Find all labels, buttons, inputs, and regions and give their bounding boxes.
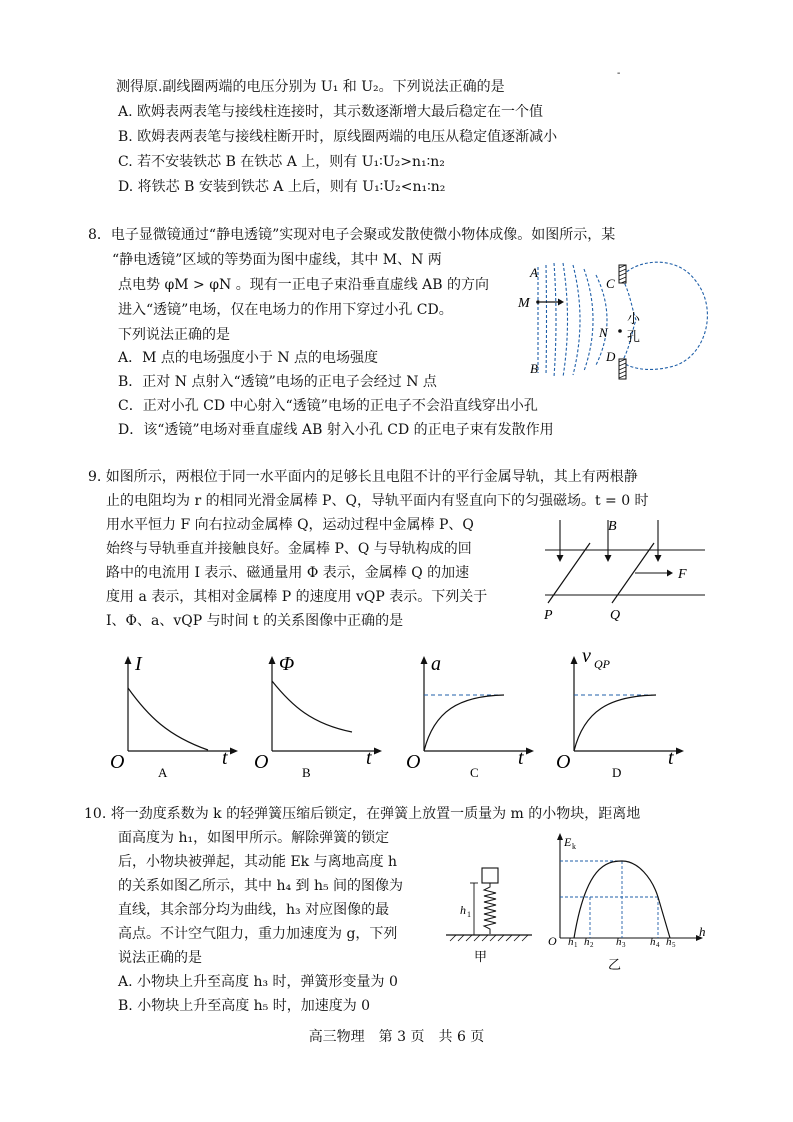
q8-stem-line5: 下列说法正确的是 bbox=[118, 327, 230, 343]
label-f: F bbox=[678, 567, 687, 582]
q10-yi-ylabel: E bbox=[564, 835, 572, 849]
q8-stem-line2: “静电透镜”区域的等势面为图中虚线，其中 M、N 两 bbox=[112, 252, 442, 268]
label-m: M bbox=[518, 296, 530, 311]
page-footer: 高三物理 第 3 页 共 6 页 bbox=[308, 1029, 485, 1045]
q10-yi-caption: 乙 bbox=[608, 957, 622, 972]
q10-stem-line7: 说法正确的是 bbox=[118, 950, 202, 966]
label-q: Q bbox=[610, 608, 621, 623]
q10-yi-tick-h1: h bbox=[568, 936, 574, 948]
graph-a-ylabel: I bbox=[135, 653, 142, 675]
q7-option-c: C. 若不安装铁芯 B 在铁芯 A 上，则有 U₁∶U₂>n₁∶n₂ bbox=[118, 154, 445, 170]
q10-yi-ylabel-sub: k bbox=[572, 842, 576, 851]
q10-yi-tick-h3-sub: 3 bbox=[622, 941, 626, 949]
q10-jia-h1-sub: 1 bbox=[467, 910, 471, 919]
q10-yi-tick-h5: h bbox=[666, 936, 672, 948]
q8-option-a: A．M 点的电场强度小于 N 点的电场强度 bbox=[118, 350, 379, 366]
q7-option-d: D. 将铁芯 B 安装到铁芯 A 上后，则有 U₁∶U₂<n₁∶n₂ bbox=[118, 179, 446, 195]
graph-c-xlabel: t bbox=[518, 747, 524, 769]
graph-c-origin: O bbox=[406, 751, 421, 773]
q10-yi-origin: O bbox=[548, 934, 557, 948]
graph-a-origin: O bbox=[110, 751, 125, 773]
label-a: A bbox=[530, 265, 538, 280]
graph-d-origin: O bbox=[556, 751, 571, 773]
q9-stem-line2: 止的电阻均为 r 的相同光滑金属棒 P、Q，导轨平面内有竖直向下的匀强磁场。t = 0 时 bbox=[106, 493, 649, 509]
q9-stem-line7: I、Φ、a、vQP 与时间 t 的关系图像中正确的是 bbox=[106, 613, 404, 629]
q8-option-b: B．正对 N 点射入“透镜”电场的正电子会经过 N 点 bbox=[118, 374, 437, 390]
graph-d-ylabel: v bbox=[582, 645, 591, 667]
q10-jia-h1: h bbox=[460, 903, 466, 917]
q10-fig-jia bbox=[444, 858, 534, 968]
graph-d-option: D bbox=[612, 765, 622, 780]
q10-yi-tick-h4: h bbox=[650, 936, 656, 948]
q10-stem-line1: 10. 将一劲度系数为 k 的轻弹簧压缩后锁定，在弹簧上放置一质量为 m 的小物块，距离地 bbox=[84, 806, 641, 822]
q7-option-a: A. 欧姆表两表笔与接线柱连接时，其示数逐渐增大最后稳定在一个值 bbox=[118, 104, 544, 120]
q10-fig-yi bbox=[546, 826, 711, 976]
label-p: P bbox=[544, 608, 553, 623]
q10-stem-line3: 后，小物块被弹起，其动能 Ek 与离地高度 h bbox=[118, 854, 398, 870]
q7-stem: 测得原.副线圈两端的电压分别为 U₁ 和 U₂。下列说法正确的是 bbox=[116, 79, 505, 95]
q8-lens-figure bbox=[520, 255, 720, 380]
q10-stem-line5: 直线，其余部分均为曲线，h₃ 对应图像的最 bbox=[118, 902, 390, 918]
graph-b-ylabel: Φ bbox=[279, 653, 295, 675]
graph-a bbox=[108, 646, 248, 778]
q8-stem-line4: 进入“透镜”电场，仅在电场力的作用下穿过小孔 CD。 bbox=[118, 302, 453, 318]
q8-stem-line3: 点电势 φM > φN 。现有一正电子束沿垂直虚线 AB 的方向 bbox=[118, 277, 490, 293]
q8-option-d: D．该“透镜”电场对垂直虚线 AB 射入小孔 CD 的正电子束有发散作用 bbox=[118, 422, 554, 438]
graph-c-ylabel: a bbox=[431, 653, 441, 675]
graph-c-option: C bbox=[470, 765, 479, 780]
q9-rails-figure bbox=[530, 515, 715, 625]
graph-d-ylabel-sub: QP bbox=[594, 657, 610, 671]
q9-stem-line5: 路中的电流用 I 表示、磁通量用 Φ 表示，金属棒 Q 的加速 bbox=[106, 565, 470, 581]
q9-stem-line1: 9. 如图所示，两根位于同一水平面内的足够长且电阻不计的平行金属导轨，其上有两根静 bbox=[88, 469, 638, 485]
q10-jia-caption: 甲 bbox=[474, 949, 488, 964]
q8-stem-line1: 8．电子显微镜通过“静电透镜”实现对电子会聚或发散使微小物体成像。如图所示，某 bbox=[88, 227, 616, 243]
q10-stem-line6: 高点。不计空气阻力，重力加速度为 g，下列 bbox=[118, 926, 398, 942]
label-d: D bbox=[606, 349, 616, 364]
q8-option-c: C．正对小孔 CD 中心射入“透镜”电场的正电子不会沿直线穿出小孔 bbox=[118, 398, 538, 414]
q9-stem-line6: 度用 a 表示，其相对金属棒 P 的速度用 vQP 表示。下列关于 bbox=[106, 589, 488, 605]
q9-stem-line3: 用水平恒力 F 向右拉动金属棒 Q，运动过程中金属棒 P、Q bbox=[106, 517, 474, 533]
q10-option-a: A. 小物块上升至高度 h₃ 时，弹簧形变量为 0 bbox=[118, 974, 398, 990]
q10-yi-tick-h4-sub: 4 bbox=[656, 941, 660, 949]
q7-option-b: B. 欧姆表两表笔与接线柱断开时，原线圈两端的电压从稳定值逐渐减小 bbox=[118, 129, 558, 145]
q10-stem-line2: 面高度为 h₁，如图甲所示。解除弹簧的锁定 bbox=[118, 830, 390, 846]
q10-yi-xlabel: h bbox=[699, 924, 706, 939]
graph-b-option: B bbox=[302, 765, 311, 780]
q10-stem-line4: 的关系如图乙所示，其中 h₄ 到 h₅ 间的图像为 bbox=[118, 878, 404, 894]
q10-yi-tick-h5-sub: 5 bbox=[672, 941, 676, 949]
q10-option-b: B. 小物块上升至高度 h₅ 时，加速度为 0 bbox=[118, 998, 371, 1014]
graph-b-origin: O bbox=[254, 751, 269, 773]
graph-b bbox=[252, 646, 392, 778]
corner-mark: - bbox=[617, 68, 621, 79]
graph-d-xlabel: t bbox=[668, 747, 674, 769]
graph-a-xlabel: t bbox=[222, 747, 228, 769]
label-hole-1: 小 bbox=[627, 311, 641, 326]
graph-b-xlabel: t bbox=[366, 747, 372, 769]
graph-a-option: A bbox=[158, 765, 168, 780]
q10-yi-tick-h2-sub: 2 bbox=[590, 941, 594, 949]
q10-yi-tick-h2: h bbox=[584, 936, 590, 948]
label-b: B bbox=[530, 361, 538, 376]
graph-d bbox=[554, 646, 694, 778]
label-c: C bbox=[606, 276, 615, 291]
label-b-field: B bbox=[608, 519, 617, 534]
q10-yi-tick-h3: h bbox=[616, 936, 622, 948]
graph-c bbox=[404, 646, 544, 778]
q10-yi-tick-h1-sub: 1 bbox=[574, 941, 578, 949]
label-n: N bbox=[599, 325, 608, 340]
label-hole-2: 孔 bbox=[627, 329, 641, 344]
q9-stem-line4: 始终与导轨垂直并接触良好。金属棒 P、Q 与导轨构成的回 bbox=[106, 541, 472, 557]
